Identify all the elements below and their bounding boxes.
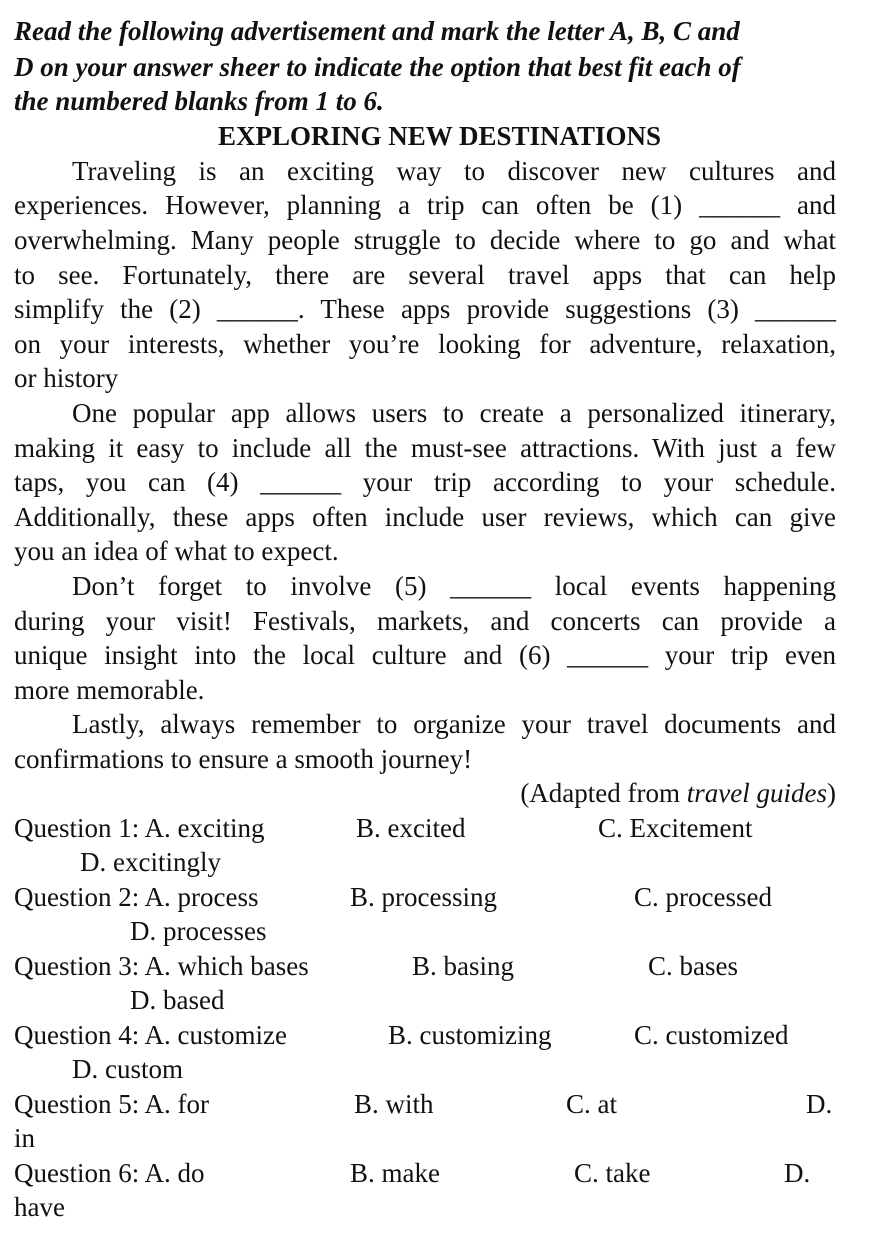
passage-line: experiences. However, planning a trip can often be (1) ______ and: [14, 190, 836, 220]
passage-line: confirmations to ensure a smooth journey!: [14, 744, 473, 774]
passage-line: Additionally, these apps often include user reviews, which can give: [14, 502, 836, 532]
passage-line: to see. Fortunately, there are several travel apps that can help: [14, 260, 836, 290]
source-citation: [14, 776, 836, 810]
passage-line: Traveling is an exciting way to discover new cultures and: [72, 156, 836, 186]
question-2-option-b: B. processing: [350, 882, 497, 912]
question-4-option-b: B. customizing: [388, 1020, 552, 1050]
question-1-option-d: D. excitingly: [80, 847, 221, 877]
question-5-option-c: C. at: [566, 1089, 617, 1119]
question-1-option-b: B. excited: [356, 813, 466, 843]
question-6-option-d-text: have: [14, 1192, 65, 1222]
question-3-option-b: B. basing: [412, 951, 515, 981]
question-3-option-c: C. bases: [648, 951, 738, 981]
question-2-option-c: C. processed: [634, 882, 772, 912]
source-suffix: ): [827, 778, 836, 808]
passage-line: Don’t forget to involve (5) ______ local events happening: [72, 571, 836, 601]
question-4-option-d: D. custom: [72, 1054, 183, 1084]
question-3-option-d: D. based: [130, 985, 225, 1015]
passage-line: simplify the (2) ______. These apps provide suggestions (3) ______: [14, 294, 836, 324]
passage-line: during your visit! Festivals, markets, and concerts can provide a: [14, 606, 836, 636]
question-2-option-a: Question 2: A. process: [14, 882, 259, 912]
question-4-option-a: Question 4: A. customize: [14, 1020, 287, 1050]
question-5-option-b: B. with: [354, 1089, 434, 1119]
passage-line: more memorable.: [14, 675, 205, 705]
passage-line: making it easy to include all the must-see attractions. With just a few: [14, 433, 836, 463]
passage-line: overwhelming. Many people struggle to decide where to go and what: [14, 225, 836, 255]
instructions-line-1: Read the following advertisement and mark the letter A, B, C and: [14, 16, 740, 46]
passage-title: EXPLORING NEW DESTINATIONS: [217, 121, 662, 151]
question-6-option-b: B. make: [350, 1158, 440, 1188]
question-6-option-c: C. take: [574, 1158, 651, 1188]
passage-line: taps, you can (4) ______ your trip according to your schedule.: [14, 467, 836, 497]
passage-line: you an idea of what to expect.: [14, 536, 339, 566]
passage-line: One popular app allows users to create a personalized itinerary,: [72, 398, 836, 428]
question-5-option-d: D.: [806, 1089, 833, 1119]
question-1-option-a: Question 1: A. exciting: [14, 813, 265, 843]
question-5-option-a: Question 5: A. for: [14, 1089, 209, 1119]
passage-line: or history: [14, 363, 119, 393]
passage-line: Lastly, always remember to organize your travel documents and: [72, 709, 836, 739]
instructions-line-3: the numbered blanks from 1 to 6.: [14, 86, 384, 116]
passage-line: on your interests, whether you’re looking for adventure, relaxation,: [14, 329, 836, 359]
source-title: travel guides: [686, 778, 827, 808]
question-4-option-c: C. customized: [634, 1020, 789, 1050]
question-6-option-a: Question 6: A. do: [14, 1158, 205, 1188]
instructions-line-2: D on your answer sheer to indicate the option that best fit each of: [14, 52, 741, 82]
question-2-option-d: D. processes: [130, 916, 267, 946]
question-3-option-a: Question 3: A. which bases: [14, 951, 309, 981]
passage-line: unique insight into the local culture and (6) ______ your trip even: [14, 640, 836, 670]
question-1-option-c: C. Excitement: [598, 813, 753, 843]
source-prefix: (Adapted from: [520, 778, 687, 808]
question-6-option-d: D.: [784, 1158, 811, 1188]
question-5-option-d-text: in: [14, 1123, 36, 1153]
